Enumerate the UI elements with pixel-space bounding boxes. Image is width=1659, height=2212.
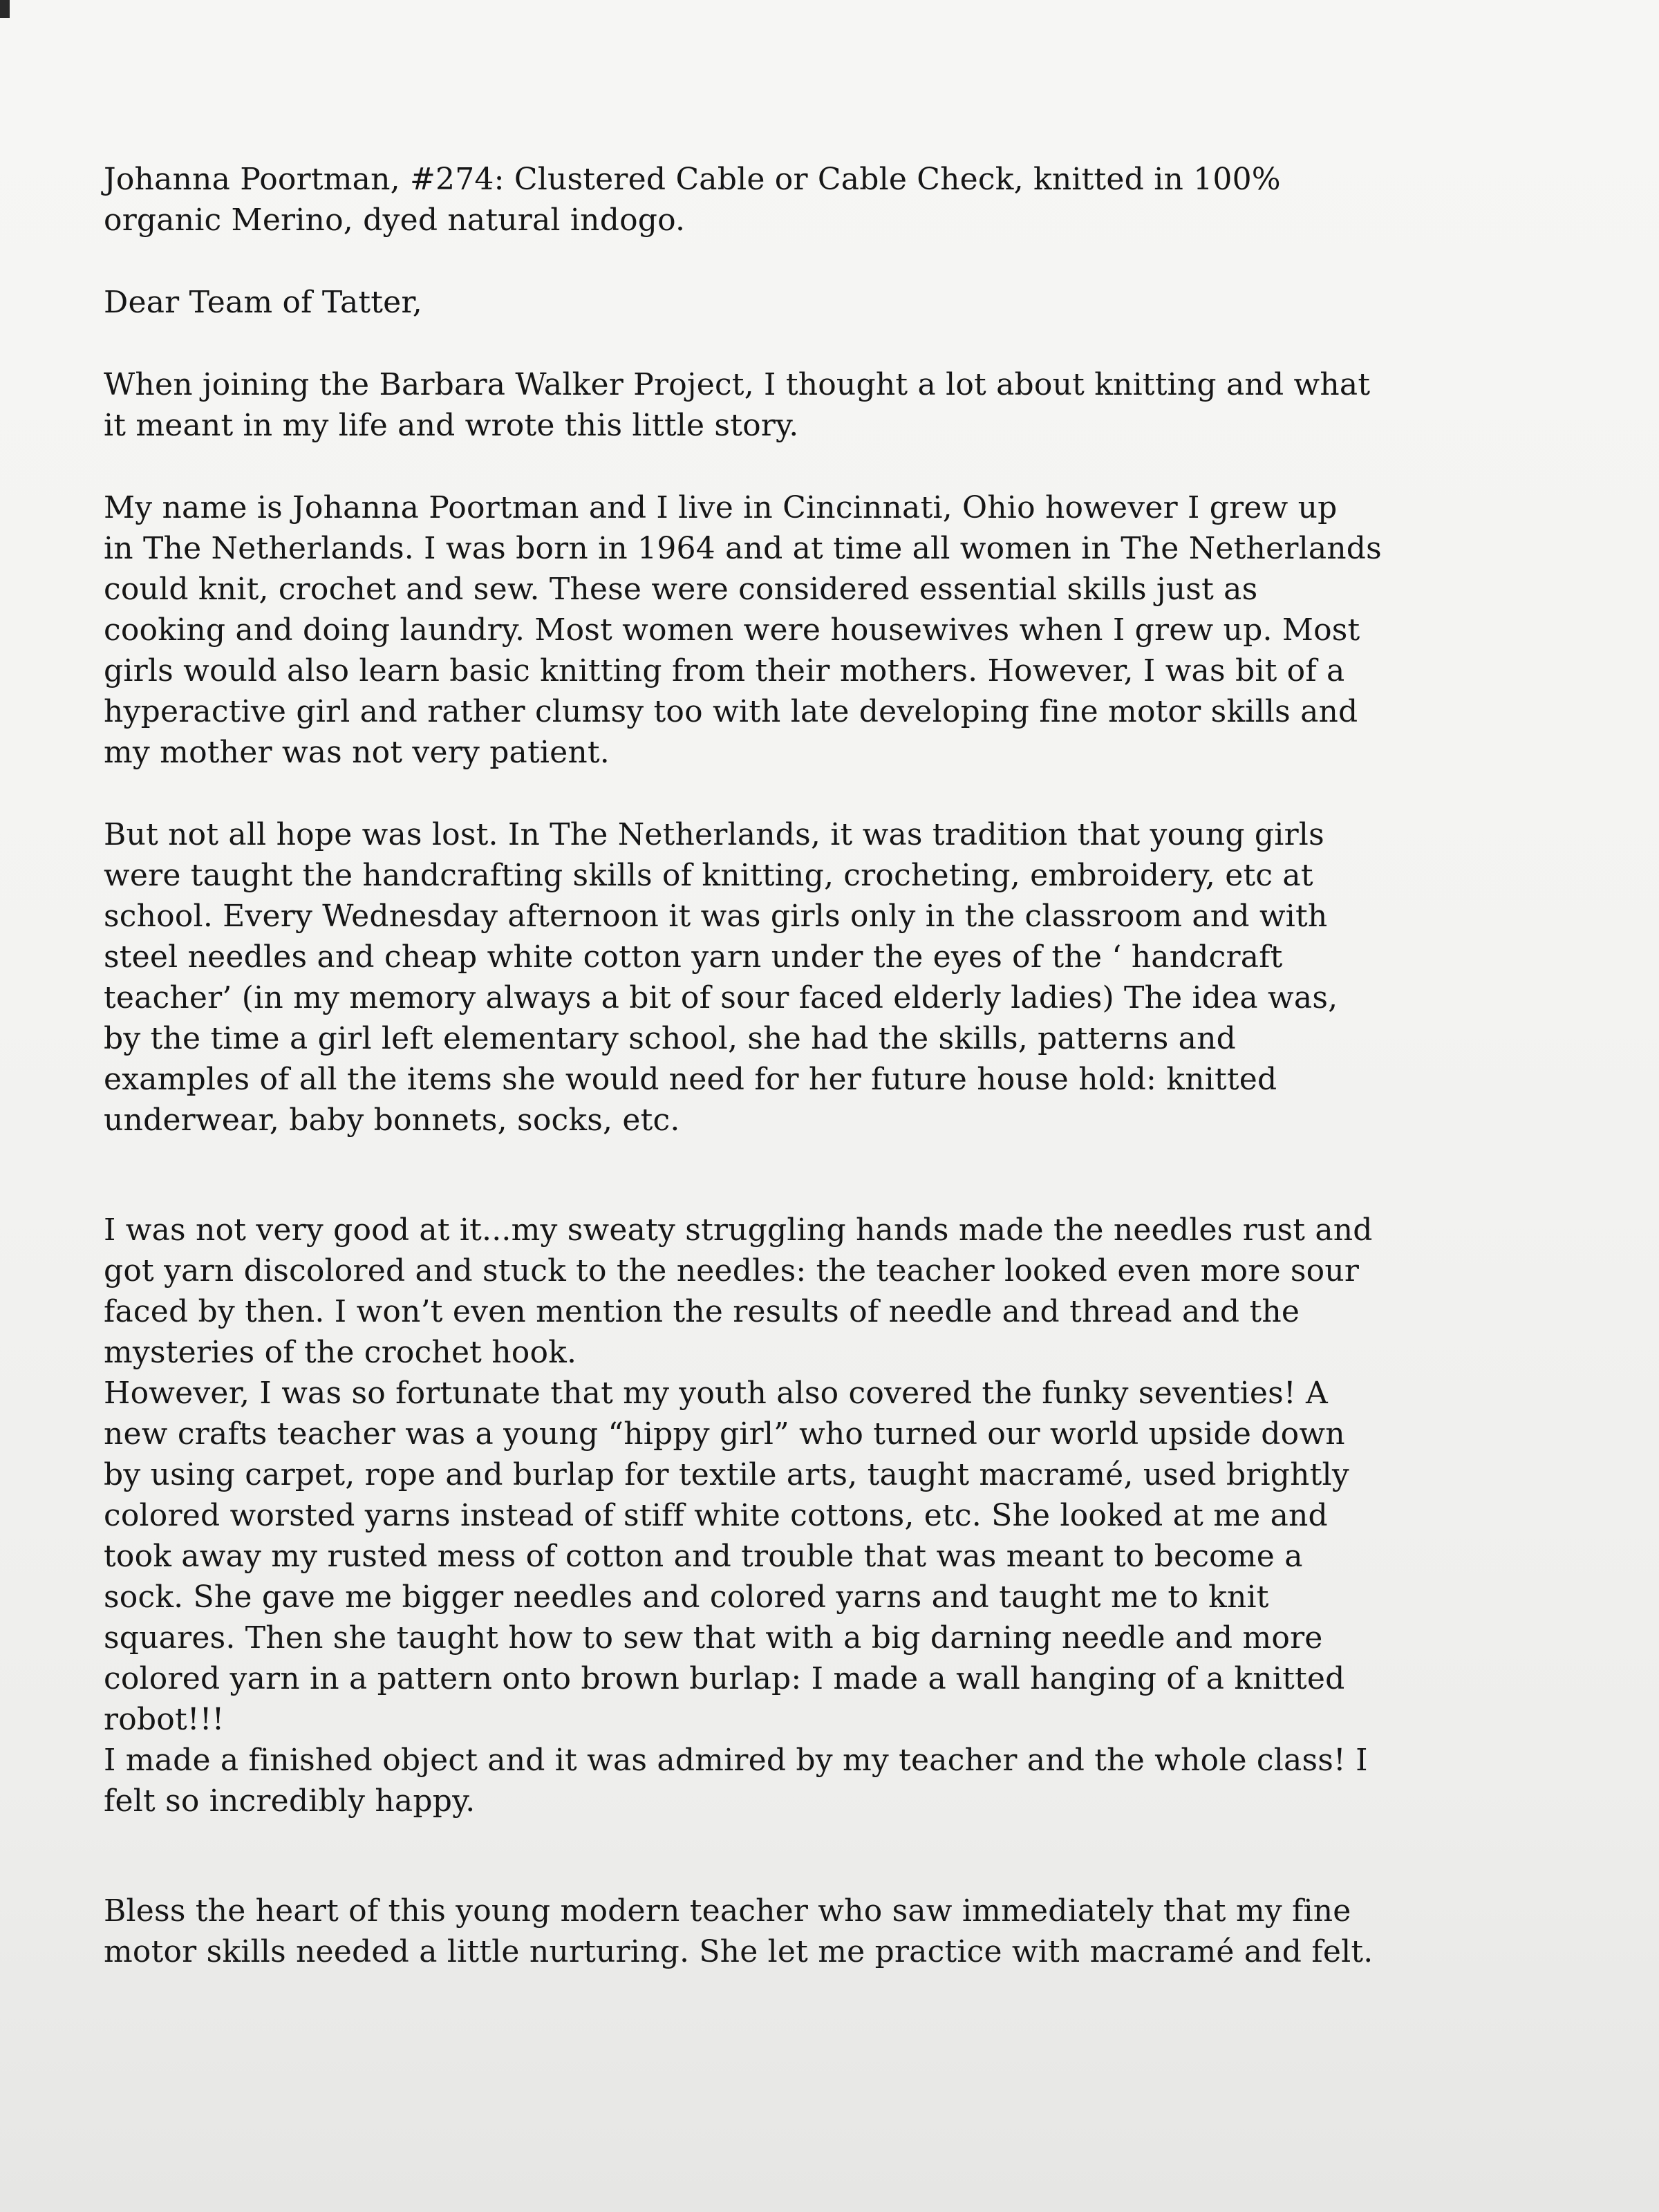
letter-heading: Johanna Poortman, #274: Clustered Cable or Cable Check, knitted in 100% organic Merino, dyed natural indogo. xyxy=(104,162,1281,238)
page-corner-mark xyxy=(0,0,10,18)
paragraph-school-tradition: But not all hope was lost. In The Netherlands, it was tradition that young girls were taught the handcrafting skills of knitting, crocheting, embroidery, etc at school. Every Wednesday afternoon it was girls only in the classroom and with steel needles and cheap white cotton yarn under the eyes of the ‘ handcraft teacher’ (in my memory always a bit of sour faced elderly ladies) The idea was, by the time a girl left elementary school, she had the skills, patterns and examples of all the items she would need for her future house hold: knitted underwear, baby bonnets, socks, etc. xyxy=(104,817,1338,1138)
paragraph-childhood: My name is Johanna Poortman and I live in Cincinnati, Ohio however I grew up in The Netherlands. I was born in 1964 and at time all women in The Netherlands could knit, crochet and sew. These were considered essential skills just as cooking and doing laundry. Most women were housewives when I grew up. Most girls would also learn basic knitting from their mothers. However, I was bit of a hyperactive girl and rather clumsy too with late developing fine motor skills and my mother was not very patient. xyxy=(104,490,1382,770)
paragraph-finished-object: I made a finished object and it was admired by my teacher and the whole class! I felt so incredibly happy. xyxy=(104,1743,1368,1819)
paragraph-closing: Bless the heart of this young modern teacher who saw immediately that my fine motor skills needed a little nurturing. She let me practice with macramé and felt. xyxy=(104,1893,1374,1969)
paragraph-struggles: I was not very good at it...my sweaty struggling hands made the needles rust and got yarn discolored and stuck to the needles: the teacher looked even more sour faced by then. I won’t even mention the results of needle and thread and the mysteries of the crochet hook. xyxy=(104,1212,1373,1370)
paragraph-intro: When joining the Barbara Walker Project, I thought a lot about knitting and what it meant in my life and wrote this little story. xyxy=(104,367,1371,443)
letter-body xyxy=(104,159,1528,1972)
letter-salutation: Dear Team of Tatter, xyxy=(104,285,422,320)
paragraph-new-teacher: However, I was so fortunate that my youth also covered the funky seventies! A new crafts teacher was a young “hippy girl” who turned our world upside down by using carpet, rope and burlap for textile arts, taught macramé, used brightly colored worsted yarns instead of stiff white cottons, etc. She looked at me and took away my rusted mess of cotton and trouble that was meant to become a sock. She gave me bigger needles and colored yarns and taught me to knit squares. Then she taught how to sew that with a big darning needle and more colored yarn in a pattern onto brown burlap: I made a wall hanging of a knitted robot!!! xyxy=(104,1376,1349,1737)
